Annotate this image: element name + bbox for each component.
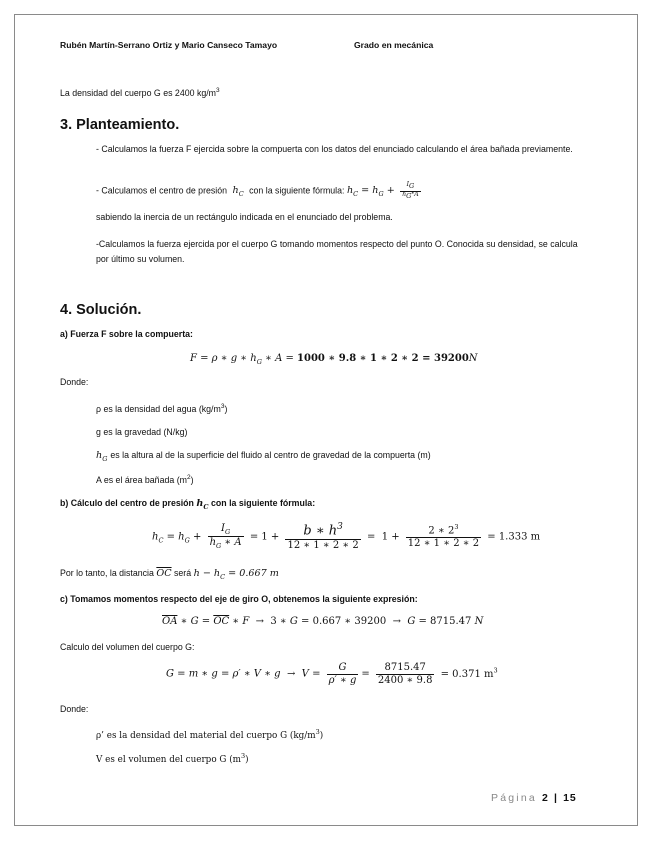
- oc-distance: Por lo tanto, la distancia $\overline{OC}$ será $h - h_C = 0.667$ m: [60, 568, 279, 581]
- equation-moments: $\overline{OA}$ ∗ $G = \overline{OC}$ ∗ F → 3 ∗ G = 0.667 ∗ 39200 → G = 8715.47 N: [162, 616, 484, 627]
- page-footer: [491, 792, 577, 804]
- def-rho: ρ es la densidad del agua $(kg/m^3)$: [96, 403, 228, 414]
- part-a-title: a) Fuerza F sobre la compuerta:: [60, 329, 193, 339]
- density-statement: La densidad del cuerpo G es 2400 $kg/m^3$: [60, 87, 220, 98]
- equation-force-f: F = ρ ∗ g ∗ $h_G$ ∗ A = 1000 ∗ 9.8 ∗ 1 ∗ 2 ∗ 2 = 39200N: [190, 353, 478, 366]
- part-b-title: b) Cálculo del centro de presión $h_C$ con la siguiente fórmula:: [60, 498, 316, 511]
- plan-step-3: -Calculamos la fuerza ejercida por el cuerpo G tomando momentos respecto del punto O. Conocida su densidad, se calcula por último su volumen.: [96, 239, 578, 264]
- page-word: Página: [491, 792, 537, 804]
- plan-step-2-note: sabiendo la inercia de un rectángulo indicada en el enunciado del problema.: [96, 212, 393, 222]
- volume-intro: Calculo del volumen del cuerpo G:: [60, 642, 195, 652]
- page-separator: |: [554, 792, 558, 804]
- section-4-title: 4. Solución.: [60, 302, 142, 318]
- section-3-title: 3. Planteamiento.: [60, 117, 180, 133]
- def-volume: V es el volumen del cuerpo G $(m^3)$: [96, 752, 249, 765]
- equation-center-of-pressure: $h_C = h_G$ + $\frac{I_G}{h_G ∗ A}$ = 1 + $\frac{b ∗ h^3}{12 ∗ 1 ∗ 2 ∗ 2}$ = 1 + $\frac{2 ∗ 2^3}{12 ∗ 1 ∗ 2 ∗ 2}$ = 1.333 m: [152, 522, 541, 552]
- plan-step-2: - Calculamos el centro de presión $h_C$ con la siguiente fórmula: $h_C = h_G$ + $\frac{I_G}{h_G*A}$: [96, 181, 419, 200]
- plan-step-1: - Calculamos la fuerza F ejercida sobre la compuerta con los datos del enunciado calculando el área bañada previamente.: [96, 144, 573, 154]
- part-c-title: c) Tomamos momentos respecto del eje de giro O, obtenemos la siguiente expresión:: [60, 594, 418, 604]
- header-course: Grado en mecánica: [354, 40, 434, 50]
- def-hg: $h_G$ es la altura al de la superficie del fluido al centro de gravedad de la compuerta (m): [96, 450, 431, 463]
- donde-label-2: Donde:: [60, 704, 89, 714]
- def-area: A es el área bañada $(m^2)$: [96, 474, 194, 485]
- total-pages: 15: [563, 792, 577, 804]
- def-g: g es la gravedad (N/kg): [96, 427, 188, 437]
- page-number: 2: [542, 792, 549, 804]
- equation-volume: G = m ∗ g = ρ′ ∗ V ∗ g → V = $\frac{G}{\rho' ∗ g}$ = $\frac{8715.47}{2400 ∗ 9.8}$ = 0.371 $m^3$: [166, 662, 498, 686]
- donde-label-1: Donde:: [60, 377, 89, 387]
- header-authors: Rubén Martín-Serrano Ortiz y Mario Canseco Tamayo: [60, 40, 278, 50]
- page-border: [14, 14, 638, 826]
- def-rho-prime: ρ’ es la densidad del material del cuerpo G $(kg/m^3)$: [96, 728, 324, 741]
